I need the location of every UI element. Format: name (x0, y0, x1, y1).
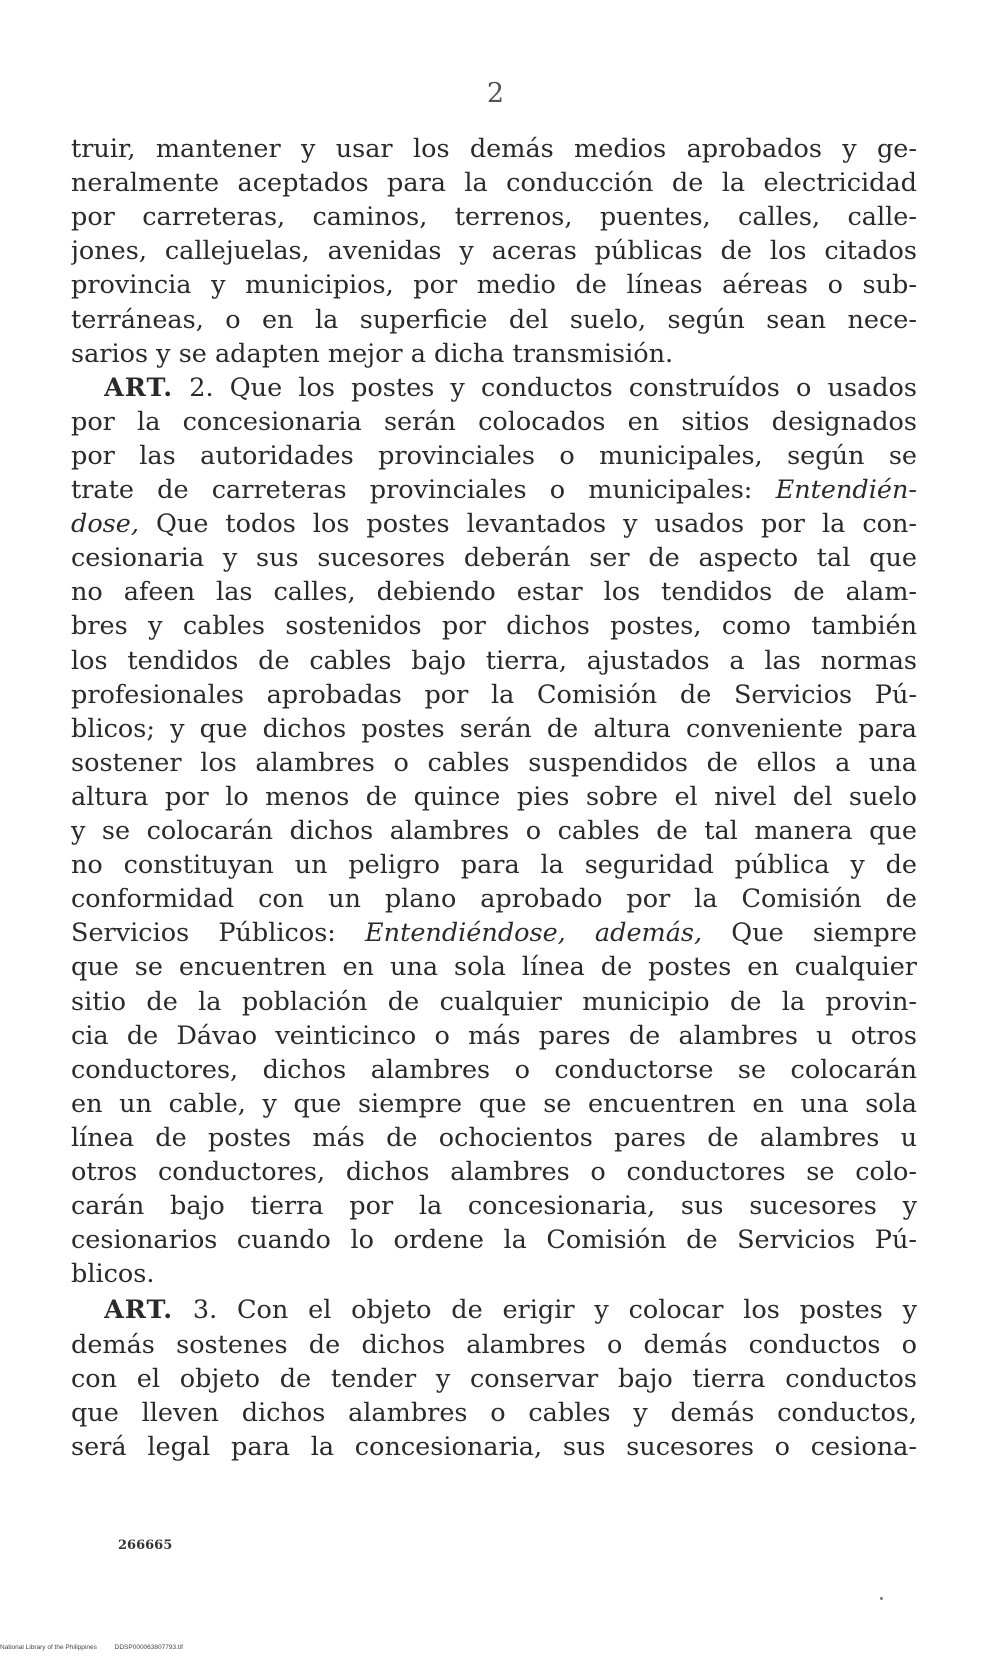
text-line: no constituyan un peligro para la seguridad pública y de (71, 850, 917, 881)
text-line: los tendidos de cables bajo tierra, ajustados a las normas (71, 645, 917, 676)
text-line: cesionaria y sus sucesores deberán ser de aspecto tal que (71, 543, 917, 574)
article-label: ART. (104, 1295, 174, 1326)
article-label: ART. (104, 372, 174, 403)
italic-text: Entendién- (775, 475, 917, 505)
text-line: conformidad con un plano aprobado por la Comisión de (71, 884, 917, 915)
text-line: bres y cables sostenidos por dichos postes, como también (71, 611, 917, 642)
text-line: ART. 2. Que los postes y conductos construídos o usados (104, 372, 917, 403)
text-line: truir, mantener y usar los demás medios aprobados y ge- (71, 134, 917, 164)
text-line: demás sostenes de dichos alambres o demás conductos o (71, 1329, 917, 1360)
text-line: cia de Dávao veinticinco o más pares de alambres u otros (71, 1020, 917, 1051)
text-line: provincia y municipios, por medio de líneas aéreas o sub- (71, 270, 917, 301)
text-line: jones, callejuelas, avenidas y aceras públicas de los citados (71, 236, 917, 267)
text-line: trate de carreteras provinciales o municipales: Entendién- (71, 475, 917, 505)
text-line: en un cable, y que siempre que se encuentren en una sola (71, 1088, 917, 1119)
printer-signature-mark: 266665 (118, 1538, 173, 1553)
text-line: terráneas, o en la superficie del suelo, según sean nece- (71, 304, 917, 335)
text-line: conductores, dichos alambres o conductorse se colocarán (71, 1054, 917, 1085)
text-line: blicos; y que dichos postes serán de altura conveniente para (71, 713, 917, 744)
text-line: blicos. (71, 1259, 155, 1290)
scan-footer (0, 1644, 199, 1651)
text-line: ART. 3. Con el objeto de erigir y colocar los postes y (104, 1295, 917, 1326)
speck (880, 1597, 883, 1600)
text-line: neralmente aceptados para la conducción de la electricidad (71, 168, 917, 199)
text-line: cesionarios cuando lo ordene la Comisión de Servicios Pú- (71, 1225, 917, 1256)
text-line: sostener los alambres o cables suspendidos de ellos a una (71, 747, 917, 778)
footer-library: National Library of the Philippines (0, 1644, 97, 1651)
text-line: por las autoridades provinciales o municipales, según se (71, 440, 917, 471)
text-line: dose, Que todos los postes levantados y usados por la con- (71, 509, 917, 540)
text-line: que se encuentren en una sola línea de postes en cualquier (71, 952, 917, 983)
page-number: 2 (486, 78, 505, 109)
text-line: será legal para la concesionaria, sus sucesores o cesiona- (71, 1431, 917, 1462)
text-line: por carreteras, caminos, terrenos, puentes, calles, calle- (71, 202, 917, 233)
footer-code: DDSP000063807793.tif (114, 1644, 183, 1651)
text-line: línea de postes más de ochocientos pares de alambres u (71, 1122, 917, 1153)
text-line: sitio de la población de cualquier municipio de la provin- (71, 986, 917, 1017)
text-line: por la concesionaria serán colocados en sitios designados (71, 406, 917, 437)
text-line: con el objeto de tender y conservar bajo tierra conductos (71, 1363, 917, 1394)
text-line: no afeen las calles, debiendo estar los tendidos de alam- (71, 577, 917, 608)
text-line: y se colocarán dichos alambres o cables de tal manera que (71, 816, 917, 846)
text-line: altura por lo menos de quince pies sobre el nivel del suelo (71, 781, 917, 812)
text-line: otros conductores, dichos alambres o conductores se colo- (71, 1157, 917, 1187)
text-line: Servicios Públicos: Entendiéndose, además, Que siempre (71, 918, 917, 949)
italic-text: dose, (71, 509, 139, 540)
text-line: profesionales aprobadas por la Comisión de Servicios Pú- (71, 679, 917, 710)
text-line: carán bajo tierra por la concesionaria, sus sucesores y (71, 1191, 917, 1222)
italic-text: Entendiéndose, además, (365, 918, 703, 949)
text-line: que lleven dichos alambres o cables y demás conductos, (71, 1397, 917, 1428)
text-line: sarios y se adapten mejor a dicha transmisión. (71, 338, 674, 369)
